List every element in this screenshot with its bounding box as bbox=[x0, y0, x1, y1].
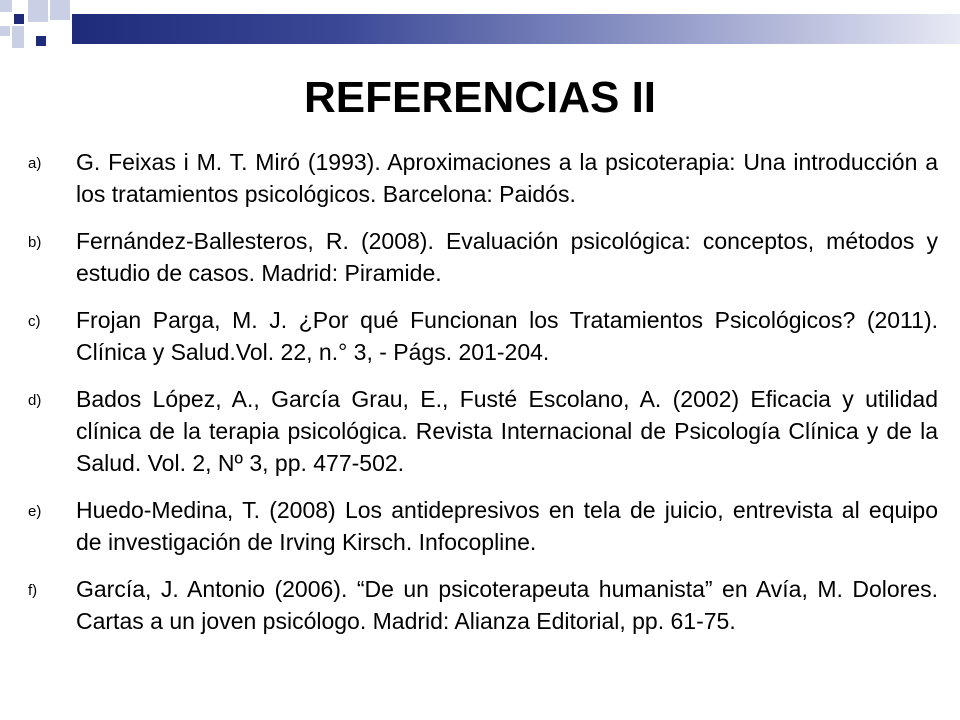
decor-square-pale bbox=[0, 26, 10, 36]
reference-text: García, J. Antonio (2006). “De un psicoterapeuta humanista” en Avía, M. Dolores. Cartas a un joven psicólogo. Madrid: Alianza Editorial, pp. 61-75. bbox=[76, 576, 938, 634]
header-decoration bbox=[0, 0, 960, 60]
reference-item bbox=[28, 146, 938, 210]
decor-square-pale bbox=[28, 0, 48, 22]
reference-text: Fernández-Ballesteros, R. (2008). Evaluación psicológica: conceptos, métodos y estudio de casos. Madrid: Piramide. bbox=[76, 228, 938, 286]
reference-list bbox=[28, 146, 938, 652]
reference-text: Bados López, A., García Grau, E., Fusté Escolano, A. (2002) Eficacia y utilidad clínica de la terapia psicológica. Revista Internacional de Psicología Clínica y de la Salud. Vol. 2, Nº 3, pp. 477-502. bbox=[76, 386, 938, 476]
reference-item bbox=[28, 225, 938, 289]
reference-text: G. Feixas i M. T. Miró (1993). Aproximaciones a la psicoterapia: Una introducción a los tratamientos psicológicos. Barcelona: Paidós. bbox=[76, 149, 938, 207]
reference-item bbox=[28, 383, 938, 479]
reference-marker: c) bbox=[28, 313, 41, 330]
reference-text: Huedo-Medina, T. (2008) Los antidepresivos en tela de juicio, entrevista al equipo de investigación de Irving Kirsch. Infocopline. bbox=[76, 497, 938, 555]
decor-square-pale bbox=[0, 0, 12, 12]
reference-text: Frojan Parga, M. J. ¿Por qué Funcionan los Tratamientos Psicológicos? (2011). Clínica y Salud.Vol. 22, n.° 3, - Págs. 201-204. bbox=[76, 307, 938, 365]
reference-marker: f) bbox=[28, 582, 38, 599]
reference-item bbox=[28, 494, 938, 558]
reference-item bbox=[28, 573, 938, 637]
decor-square-pale bbox=[12, 26, 24, 48]
reference-marker: d) bbox=[28, 392, 42, 409]
reference-marker: b) bbox=[28, 234, 42, 251]
decor-square-navy bbox=[14, 14, 24, 24]
slide-title: REFERENCIAS II bbox=[303, 73, 657, 122]
reference-item bbox=[28, 304, 938, 368]
reference-marker: a) bbox=[28, 155, 42, 172]
decor-square-pale bbox=[50, 0, 70, 20]
header-gradient-bar bbox=[72, 14, 960, 44]
decor-square-navy bbox=[36, 36, 46, 46]
reference-marker: e) bbox=[28, 503, 42, 520]
